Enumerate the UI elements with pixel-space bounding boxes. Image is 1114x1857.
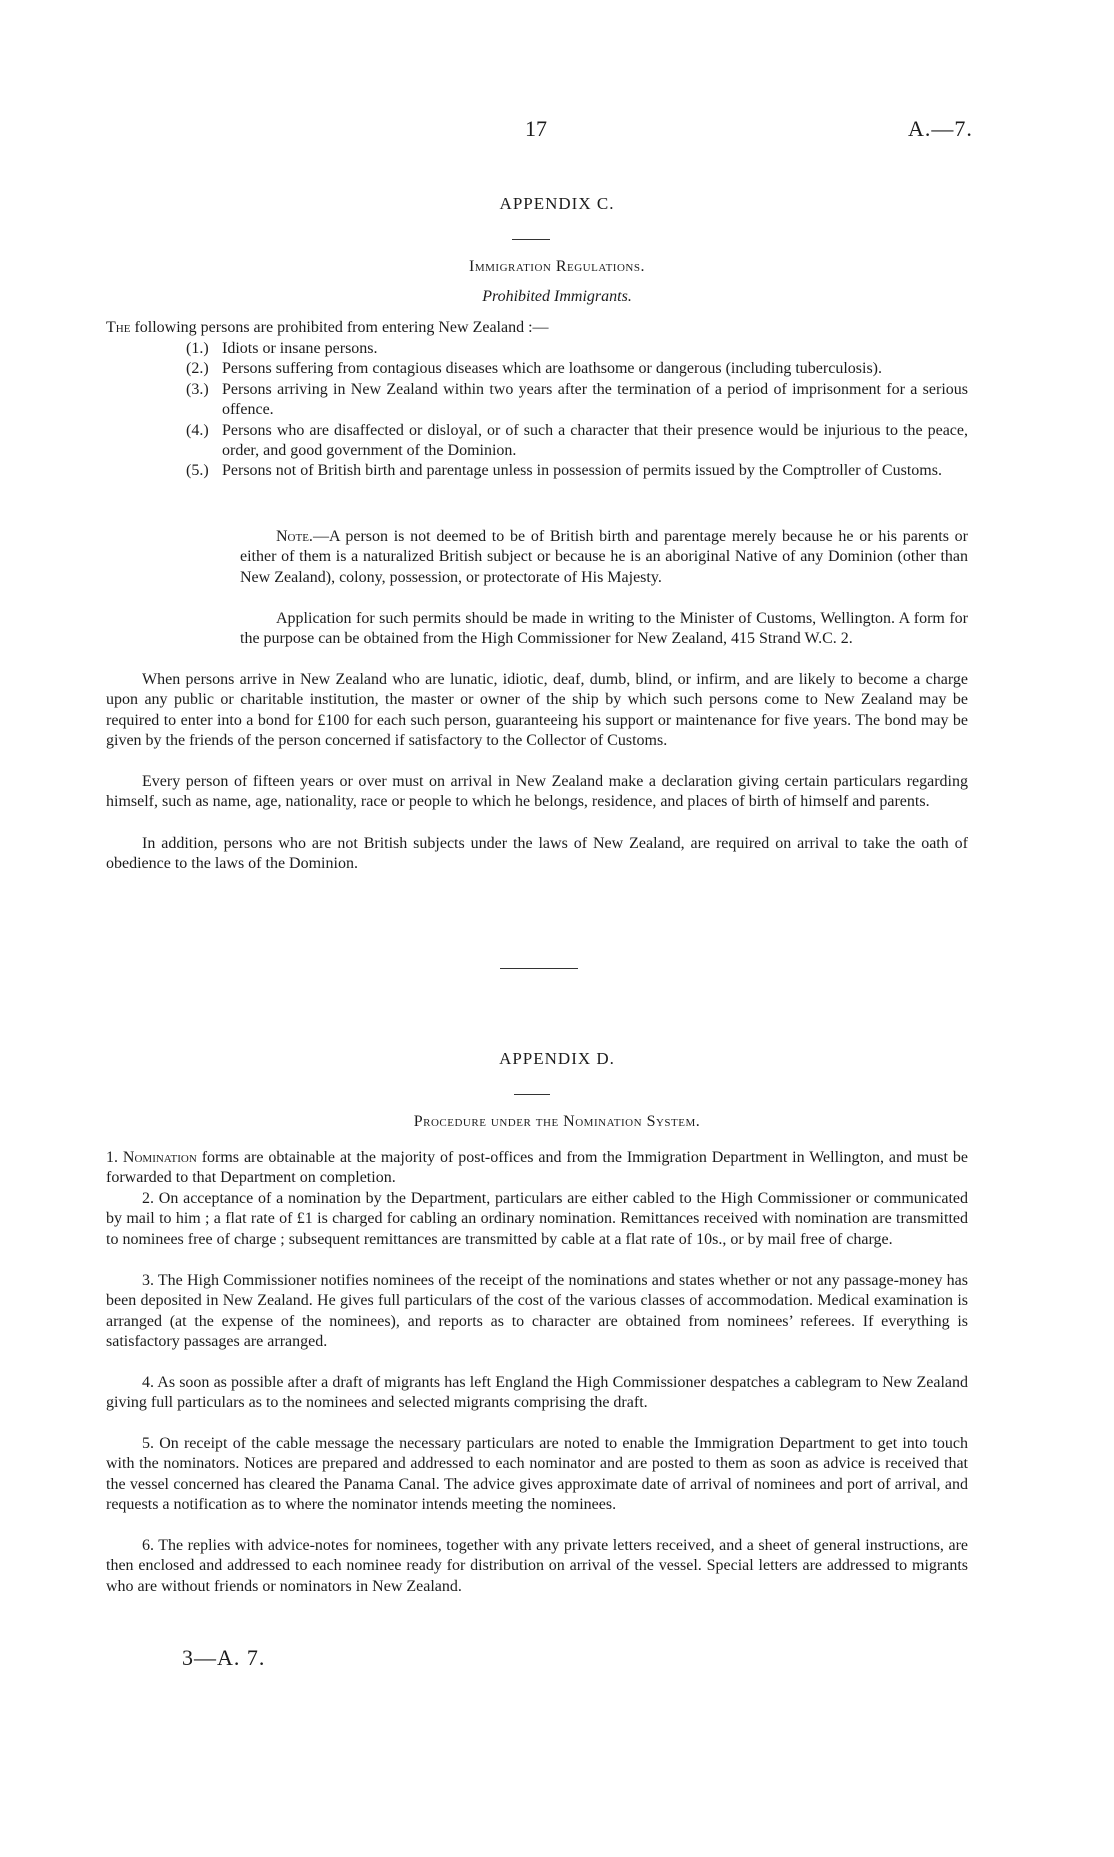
list-item: [186, 380, 968, 421]
intro-lead-word: The: [106, 319, 131, 336]
item-text: Idiots or insane persons.: [222, 340, 378, 357]
appendix-c-title: APPENDIX C.: [499, 194, 615, 213]
procedure-paragraph-2: 2. On acceptance of a nomination by the Department, particulars are either cabled to the High Commissioner or communicated by mail to him ; a flat rate of £1 is charged for cabling an ordinary nomination. Remittances received with nomination are transmitted to nominees free of charge ; subsequent remittances are transmitted by cable at a flat rate of 10s., or by mail free of charge.: [106, 1190, 968, 1248]
note-paragraph: [240, 527, 968, 588]
list-item: [186, 421, 968, 462]
list-item: [186, 339, 968, 359]
item-number: (1.): [186, 340, 209, 357]
prohibited-list: [186, 339, 968, 482]
procedure-paragraph-5: 5. On receipt of the cable message the necessary particulars are noted to enable the Immigration Department to get into touch with the nominators. Notices are prepared and addressed to each nominator and are posted to them as soon as advice is received that the vessel concerned has cleared the Panama Canal. The advice gives approximate date of arrival of nominees and port of arrival, and requests a notification as to where the nominator intends meeting the nominees.: [106, 1435, 968, 1514]
title-rule: [512, 239, 550, 240]
procedure-paragraph-6: 6. The replies with advice-notes for nominees, together with any private letters received, and a sheet of general instructions, are then enclosed and addressed to each nominee ready for distribution on arrival of the vessel. Special letters are addressed to migrants who are without friends or nominators in New Zealand.: [106, 1537, 968, 1595]
page-number: 17: [525, 116, 547, 141]
intro-paragraph: [106, 318, 968, 338]
appendix-c-heading: Immigration Regulations.: [469, 258, 645, 275]
document-code: A.—7.: [908, 116, 973, 141]
nomination-lead: 1. Nomination: [106, 1149, 197, 1166]
procedure-paragraph-1: [106, 1148, 968, 1189]
intro-text: following persons are prohibited from entering New Zealand :—: [130, 319, 549, 336]
bond-paragraph: When persons arrive in New Zealand who are lunatic, idiotic, deaf, dumb, blind, or infirm, and are likely to become a charge upon any public or charitable institution, the master or owner of the ship by which such persons come to New Zealand may be required to enter into a bond for £100 for each such person, guaranteeing his support or maintenance for five years. The bond may be given by the friends of the person concerned if satisfactory to the Collector of Customs.: [106, 671, 968, 750]
paragraph-text: forms are obtainable at the majority of post-offices and from the Immigration Department in Wellington, and must be forwarded to that Department on completion.: [106, 1149, 968, 1187]
item-number: (2.): [186, 360, 209, 378]
oath-paragraph: In addition, persons who are not British subjects under the laws of New Zealand, are required on arrival to take the oath of obedience to the laws of the Dominion.: [106, 835, 968, 873]
list-item: [186, 461, 968, 481]
item-number: (4.): [186, 421, 209, 439]
list-item: [186, 359, 968, 379]
procedure-paragraph-3: 3. The High Commissioner notifies nominees of the receipt of the nominations and states whether or not any passage-money has been deposited in New Zealand. He gives full particulars of the cost of the various classes of accommodation. Medical examination is arranged (at the expense of the nominees), and reports as to character are obtained from nominees’ referees. If everything is satisfactory passages are arranged.: [106, 1272, 968, 1351]
note-text: —A person is not deemed to be of British birth and parentage merely because he or his parents or either of them is a naturalized British subject or because he is an aboriginal Native of any Dominion (other than New Zealand), colony, possession, or protectorate of His Majesty.: [240, 528, 968, 586]
appendix-c-subheading: Prohibited Immigrants.: [482, 288, 632, 305]
item-number: (3.): [186, 380, 209, 398]
application-paragraph: Application for such permits should be made in writing to the Minister of Customs, Wellington. A form for the purpose can be obtained from the High Commissioner for New Zealand, 415 Strand W.C. 2.: [240, 610, 968, 648]
item-number: (5.): [186, 462, 209, 480]
item-text: Persons not of British birth and parentage unless in possession of permits issued by the Comptroller of Customs.: [222, 462, 942, 480]
appendix-d-heading: Procedure under the Nomination System.: [413, 1113, 701, 1130]
item-text: Persons arriving in New Zealand within two years after the termination of a period of imprisonment for a serious offence.: [222, 380, 968, 419]
procedure-paragraph-4: 4. As soon as possible after a draft of migrants has left England the High Commissioner despatches a cablegram to New Zealand giving full particulars as to the nominees and selected migrants comprising the draft.: [106, 1374, 968, 1412]
section-divider: [500, 968, 578, 969]
appendix-d-title: APPENDIX D.: [499, 1049, 615, 1068]
note-label: Note.: [276, 528, 313, 545]
signature-mark: 3—A. 7.: [182, 1645, 266, 1670]
title-rule: [514, 1094, 550, 1095]
declaration-paragraph: Every person of fifteen years or over must on arrival in New Zealand make a declaration giving certain particulars regarding himself, such as name, age, nationality, race or people to which he belongs, residence, and places of birth of himself and parents.: [106, 773, 968, 811]
item-text: Persons who are disaffected or disloyal, or of such a character that their presence would be injurious to the peace, order, and good government of the Dominion.: [222, 421, 968, 460]
item-text: Persons suffering from contagious diseases which are loathsome or dangerous (including tuberculosis).: [222, 360, 882, 378]
